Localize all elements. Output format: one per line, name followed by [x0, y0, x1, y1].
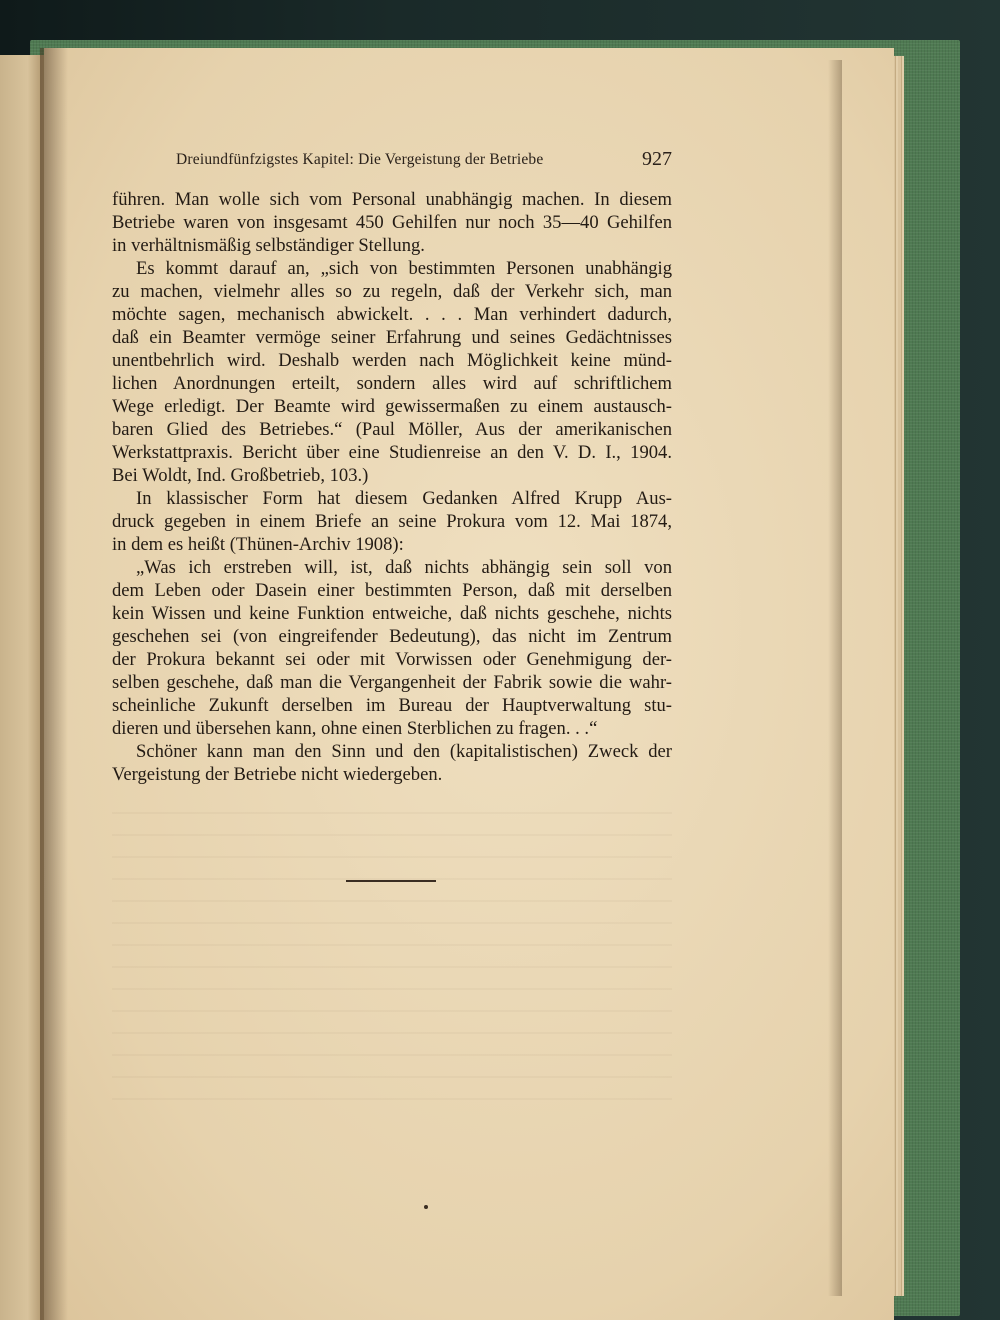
text-line: Es kommt darauf an, „sich von bestimmten Personen unabhängig — [136, 258, 672, 279]
gutter-shadow — [40, 48, 68, 1320]
text-line: Betriebe waren von insgesamt 450 Gehilfen nur noch 35—40 Gehilfen — [112, 212, 672, 233]
text-line: kein Wissen und keine Funktion entweiche, daß nichts geschehe, nichts — [112, 603, 672, 624]
text-line: baren Glied des Betriebes.“ (Paul Möller, Aus der amerikanischen — [112, 419, 672, 440]
text-line: zu machen, vielmehr alles so zu regeln, daß der Verkehr sich, man — [112, 281, 672, 302]
running-head-title: Dreiundfünfzigstes Kapitel: Die Vergeistung der Betriebe — [176, 151, 544, 168]
text-line: Werkstattpraxis. Bericht über eine Studienreise an den V. D. I., 1904. — [112, 442, 672, 463]
show-through-text — [112, 800, 672, 1100]
text-line: dieren und übersehen kann, ohne einen Sterblichen zu fragen. . .“ — [112, 718, 598, 739]
text-line: Wege erledigt. Der Beamte wird gewissermaßen zu einem austausch- — [112, 396, 672, 417]
text-line: selben geschehe, daß man die Vergangenheit der Fabrik sowie die wahr- — [112, 672, 672, 693]
text-line: daß ein Beamter vermöge seiner Erfahrung und seines Gedächtnisses — [112, 327, 672, 348]
running-header — [176, 148, 676, 174]
text-line: Vergeistung der Betriebe nicht wiedergeben. — [112, 764, 443, 785]
section-rule — [346, 880, 436, 882]
text-line: dem Leben oder Dasein einer bestimmten Person, daß mit derselben — [112, 580, 672, 601]
text-line: der Prokura bekannt sei oder mit Vorwissen oder Genehmigung der- — [112, 649, 672, 670]
text-line: druck gegeben in einem Briefe an seine Prokura vom 12. Mai 1874, — [112, 511, 672, 532]
text-line: „Was ich erstreben will, ist, daß nichts abhängig sein soll von — [136, 557, 672, 578]
text-line: Schöner kann man den Sinn und den (kapitalistischen) Zweck der — [136, 741, 672, 762]
text-line: unentbehrlich wird. Deshalb werden nach Möglichkeit keine münd- — [112, 350, 672, 371]
page-speck — [424, 1205, 428, 1209]
text-line: lichen Anordnungen erteilt, sondern alles wird auf schriftlichem — [112, 373, 672, 394]
text-line: möchte sagen, mechanisch abwickelt. . . . Man verhindert dadurch, — [112, 304, 672, 325]
text-line: geschehen sei (von eingreifender Bedeutung), das nicht im Zentrum — [112, 626, 672, 647]
text-line: In klassischer Form hat diesem Gedanken Alfred Krupp Aus- — [136, 488, 672, 509]
body-text — [112, 188, 672, 786]
page-number: 927 — [642, 148, 672, 170]
text-line: scheinliche Zukunft derselben im Bureau der Hauptverwaltung stu- — [112, 695, 672, 716]
text-line: in verhältnismäßig selbständiger Stellung. — [112, 235, 425, 256]
text-line: in dem es heißt (Thünen-Archiv 1908): — [112, 534, 404, 555]
text-line: Bei Woldt, Ind. Großbetrieb, 103.) — [112, 465, 369, 486]
page-fold-shadow — [828, 60, 842, 1296]
text-line: führen. Man wolle sich vom Personal unabhängig machen. In diesem — [112, 189, 672, 210]
